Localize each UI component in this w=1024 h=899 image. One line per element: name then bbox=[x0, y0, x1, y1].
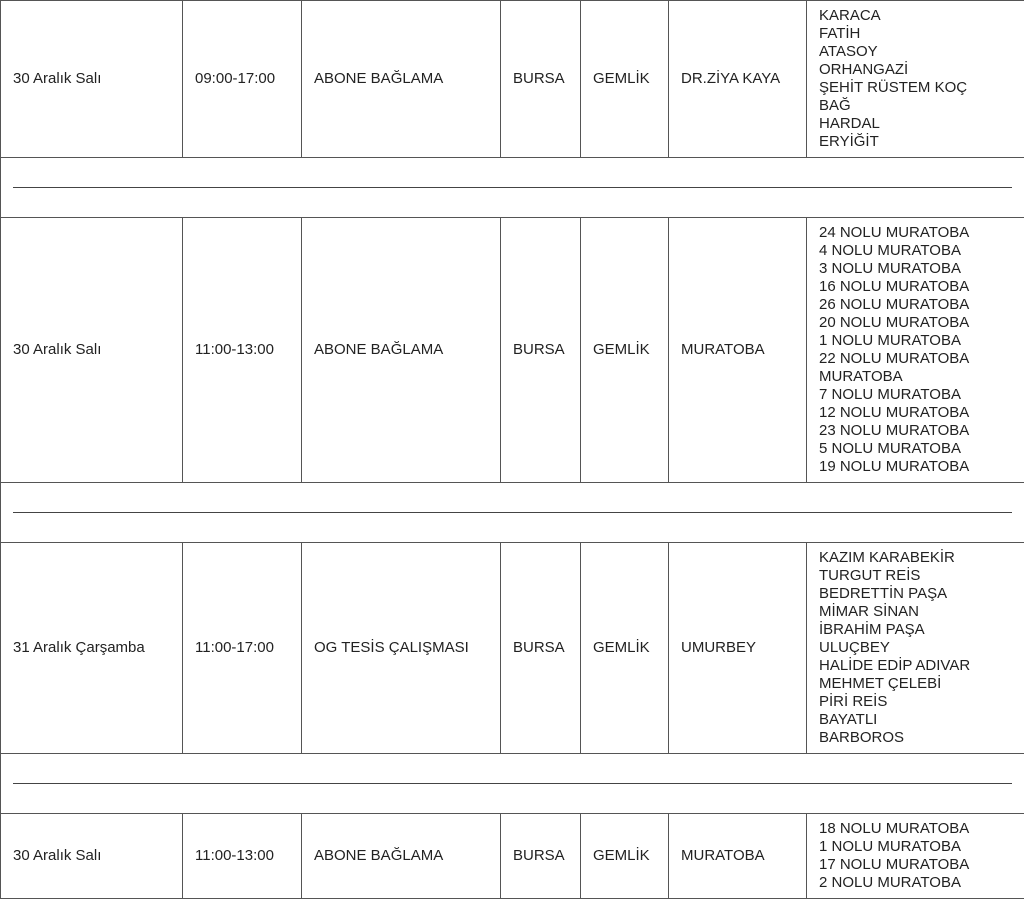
street-name: İBRAHİM PAŞA bbox=[819, 621, 1012, 639]
street-name: KARACA bbox=[819, 7, 1012, 25]
street-name: 4 NOLU MURATOBA bbox=[819, 242, 1012, 260]
separator-row bbox=[1, 158, 1024, 218]
street-name: ATASOY bbox=[819, 43, 1012, 61]
street-name: 18 NOLU MURATOBA bbox=[819, 820, 1012, 838]
street-name: ERYİĞİT bbox=[819, 133, 1012, 151]
district-cell: GEMLİK bbox=[581, 814, 669, 899]
street-name: MİMAR SİNAN bbox=[819, 603, 1012, 621]
streets-cell bbox=[807, 814, 1024, 899]
separator-row bbox=[1, 754, 1024, 814]
street-name: ORHANGAZİ bbox=[819, 61, 1012, 79]
district-cell: GEMLİK bbox=[581, 1, 669, 158]
work-type-cell: ABONE BAĞLAMA bbox=[302, 218, 501, 483]
time-cell: 11:00-13:00 bbox=[183, 814, 302, 899]
work-type-cell: ABONE BAĞLAMA bbox=[302, 1, 501, 158]
neighborhood-cell: MURATOBA bbox=[669, 814, 807, 899]
work-type-cell: ABONE BAĞLAMA bbox=[302, 814, 501, 899]
street-name: BAĞ bbox=[819, 97, 1012, 115]
street-name: 24 NOLU MURATOBA bbox=[819, 224, 1012, 242]
street-name: PİRİ REİS bbox=[819, 693, 1012, 711]
city-cell: BURSA bbox=[501, 1, 581, 158]
city-cell: BURSA bbox=[501, 814, 581, 899]
neighborhood-cell: MURATOBA bbox=[669, 218, 807, 483]
street-name: ŞEHİT RÜSTEM KOÇ bbox=[819, 79, 1012, 97]
table-row bbox=[1, 218, 1024, 483]
table-row bbox=[1, 814, 1024, 899]
street-name: KAZIM KARABEKİR bbox=[819, 549, 1012, 567]
street-name: FATİH bbox=[819, 25, 1012, 43]
neighborhood-cell: DR.ZİYA KAYA bbox=[669, 1, 807, 158]
date-cell: 30 Aralık Salı bbox=[1, 218, 183, 483]
streets-cell bbox=[807, 1, 1024, 158]
divider bbox=[13, 512, 1012, 513]
street-name: 7 NOLU MURATOBA bbox=[819, 386, 1012, 404]
street-name: HALİDE EDİP ADIVAR bbox=[819, 657, 1012, 675]
divider bbox=[13, 187, 1012, 188]
neighborhood-cell: UMURBEY bbox=[669, 543, 807, 754]
street-name: 26 NOLU MURATOBA bbox=[819, 296, 1012, 314]
street-name: 17 NOLU MURATOBA bbox=[819, 856, 1012, 874]
time-cell: 11:00-13:00 bbox=[183, 218, 302, 483]
district-cell: GEMLİK bbox=[581, 543, 669, 754]
city-cell: BURSA bbox=[501, 543, 581, 754]
street-name: 1 NOLU MURATOBA bbox=[819, 332, 1012, 350]
street-name: HARDAL bbox=[819, 115, 1012, 133]
street-name: BARBOROS bbox=[819, 729, 1012, 747]
street-name: BEDRETTİN PAŞA bbox=[819, 585, 1012, 603]
streets-cell bbox=[807, 218, 1024, 483]
streets-cell bbox=[807, 543, 1024, 754]
divider bbox=[13, 783, 1012, 784]
street-name: 3 NOLU MURATOBA bbox=[819, 260, 1012, 278]
street-name: 20 NOLU MURATOBA bbox=[819, 314, 1012, 332]
city-cell: BURSA bbox=[501, 218, 581, 483]
street-name: ULUÇBEY bbox=[819, 639, 1012, 657]
street-name: 5 NOLU MURATOBA bbox=[819, 440, 1012, 458]
table-row bbox=[1, 543, 1024, 754]
separator-row bbox=[1, 483, 1024, 543]
street-name: 1 NOLU MURATOBA bbox=[819, 838, 1012, 856]
street-name: MURATOBA bbox=[819, 368, 1012, 386]
street-name: 16 NOLU MURATOBA bbox=[819, 278, 1012, 296]
time-cell: 09:00-17:00 bbox=[183, 1, 302, 158]
street-name: 23 NOLU MURATOBA bbox=[819, 422, 1012, 440]
street-name: 12 NOLU MURATOBA bbox=[819, 404, 1012, 422]
street-name: BAYATLI bbox=[819, 711, 1012, 729]
table-row bbox=[1, 1, 1024, 158]
street-name: 2 NOLU MURATOBA bbox=[819, 874, 1012, 892]
district-cell: GEMLİK bbox=[581, 218, 669, 483]
street-name: MEHMET ÇELEBİ bbox=[819, 675, 1012, 693]
date-cell: 31 Aralık Çarşamba bbox=[1, 543, 183, 754]
date-cell: 30 Aralık Salı bbox=[1, 1, 183, 158]
street-name: 19 NOLU MURATOBA bbox=[819, 458, 1012, 476]
street-name: 22 NOLU MURATOBA bbox=[819, 350, 1012, 368]
street-name: TURGUT REİS bbox=[819, 567, 1012, 585]
time-cell: 11:00-17:00 bbox=[183, 543, 302, 754]
work-type-cell: OG TESİS ÇALIŞMASI bbox=[302, 543, 501, 754]
date-cell: 30 Aralık Salı bbox=[1, 814, 183, 899]
